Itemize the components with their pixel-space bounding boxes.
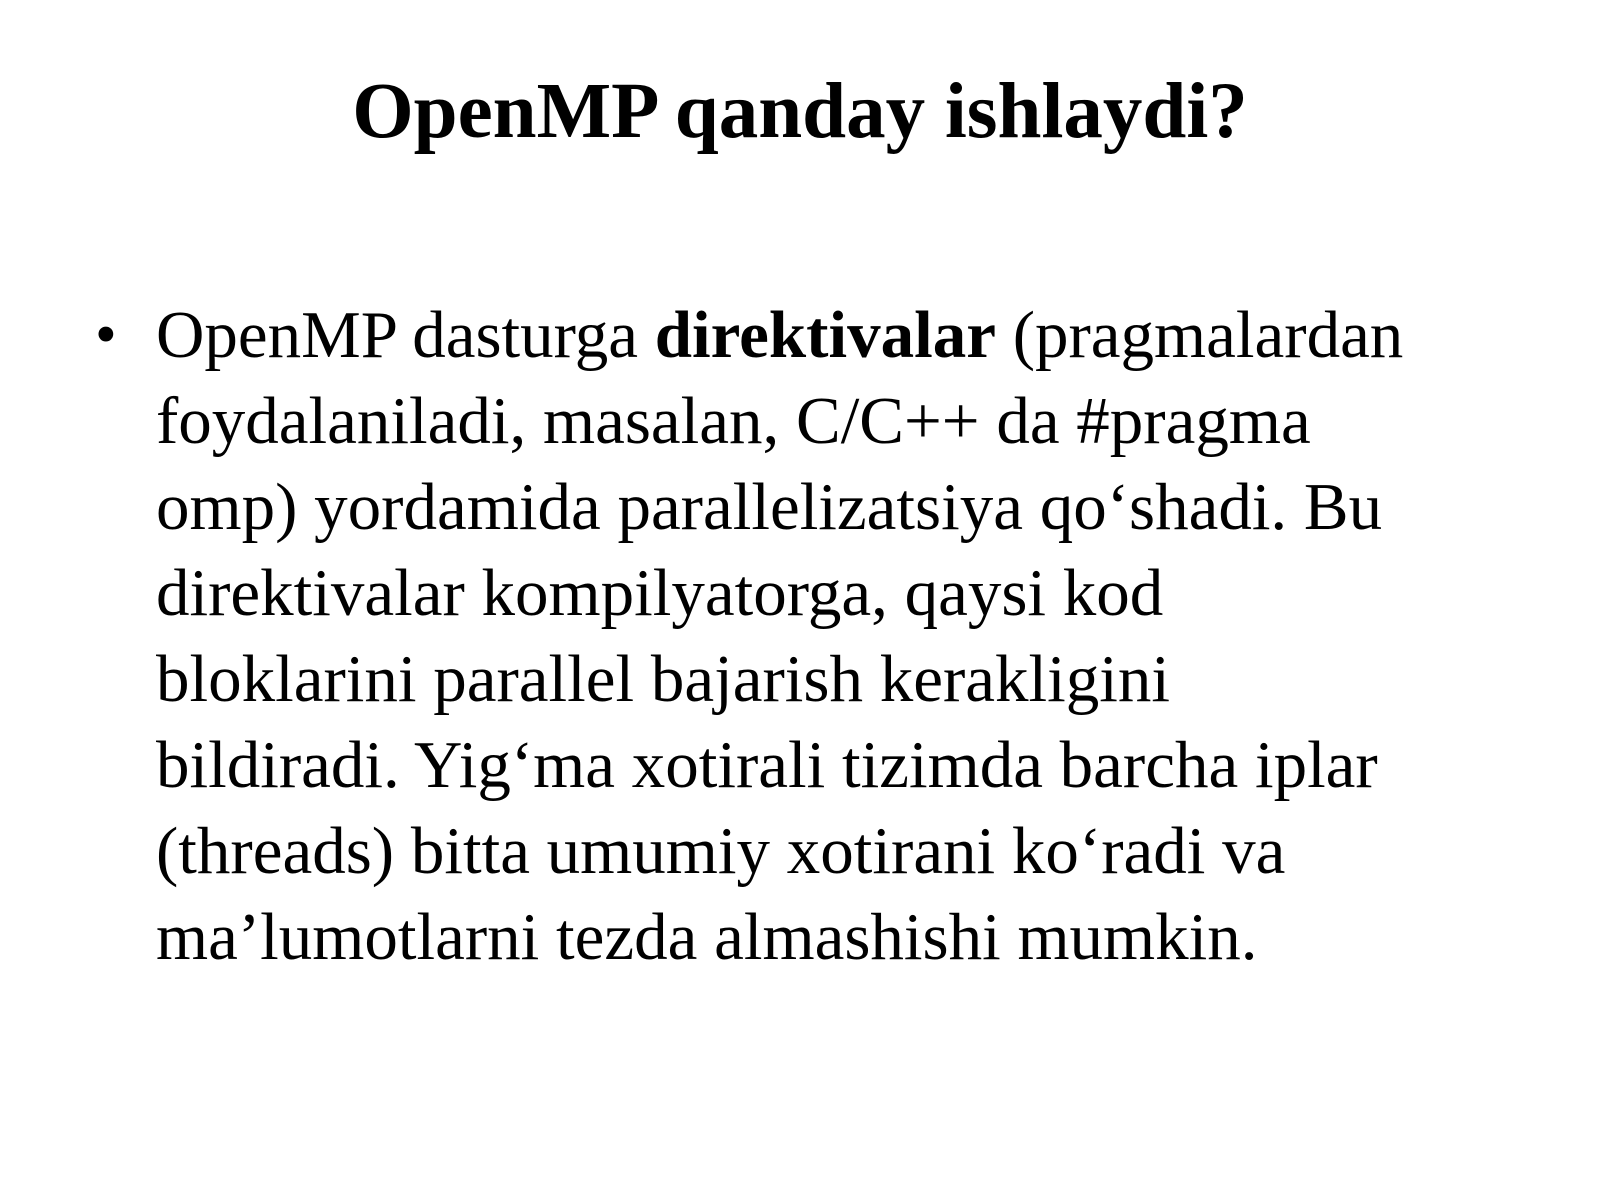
bullet-line-5: bloklarini parallel bajarish kerakligini — [156, 642, 1170, 716]
bullet-line-6: bildiradi. Yig‘ma xotirali tizimda barcha iplar — [156, 728, 1378, 802]
bullet-line-4: direktivalar kompilyatorga, qaysi kod — [156, 556, 1164, 630]
bullet-line-1 — [156, 292, 1556, 378]
bullet-line-8: ma’lumotlarni tezda almashishi mumkin. — [156, 900, 1258, 974]
bullet-line-1-start: OpenMP dasturga — [156, 298, 655, 372]
bullet-line-1-end: (pragmalardan — [995, 298, 1404, 372]
bullet-text — [156, 292, 1556, 980]
bullet-keyword-direktivalar: direktivalar — [654, 298, 996, 372]
slide-title: OpenMP qanday ishlaydi? — [352, 68, 1248, 155]
bullet-line-7: (threads) bitta umumiy xotirani ko‘radi va — [156, 814, 1286, 888]
bullet-marker: • — [95, 301, 117, 369]
bullet-line-3: omp) yordamida parallelizatsiya qo‘shadi. Bu — [156, 470, 1383, 544]
bullet-line-2: foydalaniladi, masalan, C/C++ da #pragma — [156, 384, 1311, 458]
